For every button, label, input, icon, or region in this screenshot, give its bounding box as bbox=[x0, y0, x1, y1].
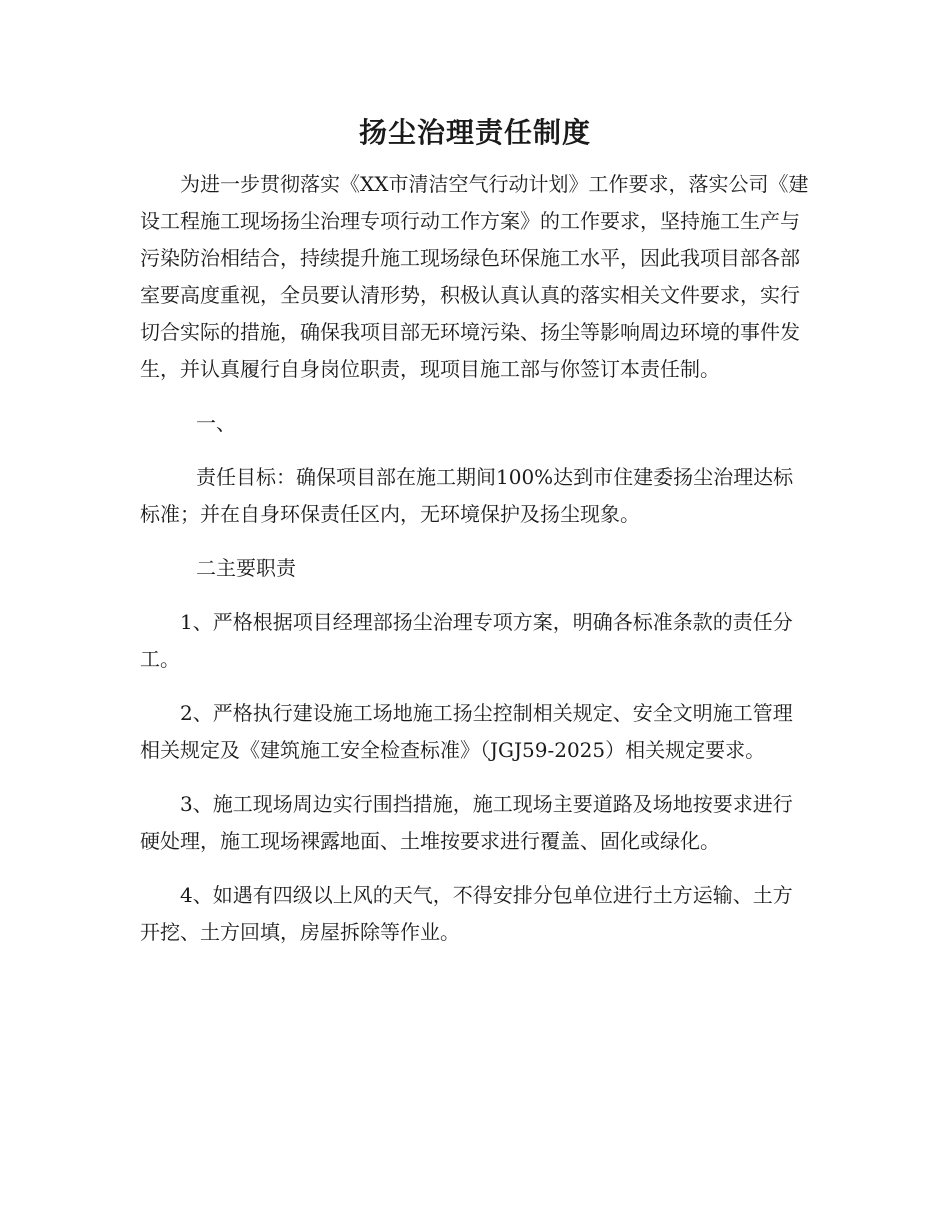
duty-item-1: 1、严格根据项目经理部扬尘治理专项方案，明确各标准条款的责任分工。 bbox=[140, 610, 793, 671]
section-one-heading: 一、 bbox=[196, 411, 236, 435]
duty-item-2: 2、严格执行建设施工场地施工扬尘控制相关规定、安全文明施工管理相关规定及《建筑施工安全检查标准》（JGJ59-2025）相关规定要求。 bbox=[140, 701, 793, 762]
responsibility-goal-paragraph: 责任目标：确保项目部在施工期间100%达到市住建委扬尘治理达标标准；并在自身环保责任区内，无环境保护及扬尘现象。 bbox=[140, 465, 794, 526]
document-body bbox=[140, 166, 810, 951]
section-two-heading: 二主要职责 bbox=[196, 556, 296, 580]
document-title: 扬尘治理责任制度 bbox=[358, 116, 591, 149]
duty-item-3: 3、施工现场周边实行围挡措施，施工现场主要道路及场地按要求进行硬处理，施工现场裸露地面、土堆按要求进行覆盖、固化或绿化。 bbox=[140, 792, 793, 853]
intro-paragraph: 为进一步贯彻落实《XX市清洁空气行动计划》工作要求，落实公司《建设工程施工现场扬尘治理专项行动工作方案》的工作要求，坚持施工生产与污染防治相结合，持续提升施工现场绿色环保施工水平，因此我项目部各部室要高度重视，全员要认清形势，积极认真认真的落实相关文件要求，实行切合实际的措施，确保我项目部无环境污染、扬尘等影响周边环境的事件发生，并认真履行自身岗位职责，现项目施工部与你签订本责任制。 bbox=[140, 172, 809, 381]
duty-item-4: 4、如遇有四级以上风的天气，不得安排分包单位进行土方运输、土方开挖、土方回填，房屋拆除等作业。 bbox=[140, 883, 793, 944]
